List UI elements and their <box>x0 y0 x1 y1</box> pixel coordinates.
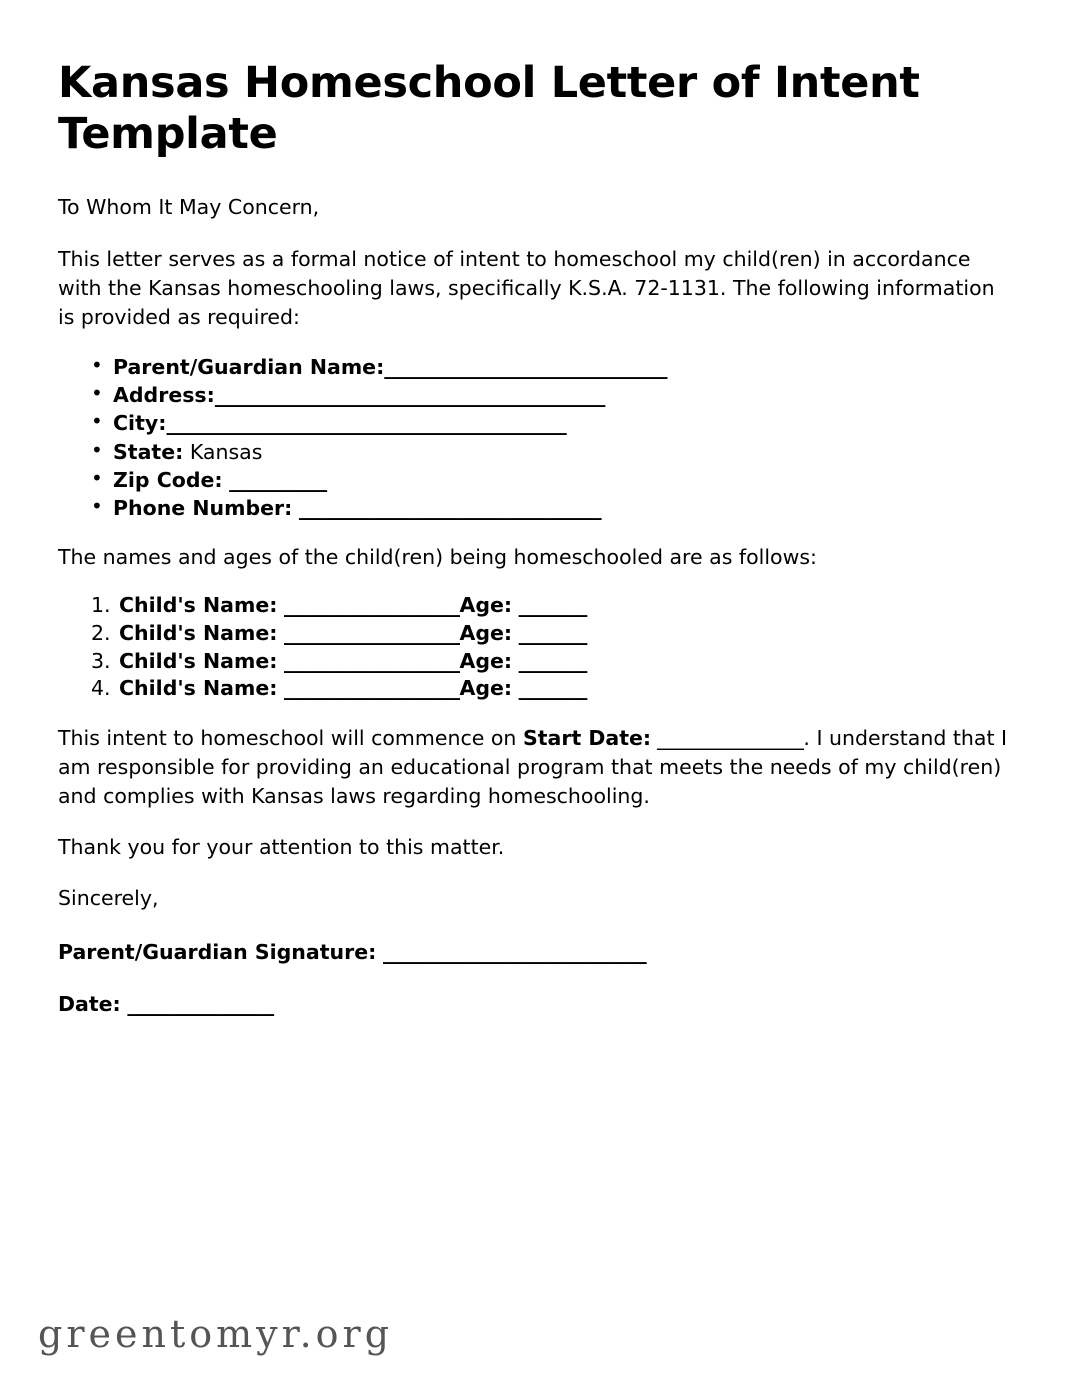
commencement-rest: . I understand that I am responsible for providing an educational program that meets the needs of my child(ren) and complies with Kansas laws regarding homeschooling. <box>58 725 1008 809</box>
children-intro-paragraph: The names and ages of the child(ren) being homeschooled are as follows: <box>58 545 817 570</box>
child-name-blank[interactable]: __________________ <box>283 621 460 646</box>
child-name-blank[interactable]: __________________ <box>283 593 460 618</box>
child-age-blank[interactable]: _______ <box>518 621 587 646</box>
list-item <box>91 410 1015 436</box>
child-age-blank[interactable]: _______ <box>518 593 587 618</box>
intro-paragraph: This letter serves as a formal notice of intent to homeschool my child(ren) in accordance with the Kansas homeschooling laws, specifically K.S.A. 72-1131. The following information is provided as required: <box>58 246 995 329</box>
info-label: State: <box>113 439 184 464</box>
signature-label: Parent/Guardian Signature: <box>58 939 377 964</box>
info-blank[interactable]: ________________________________________ <box>214 383 605 408</box>
list-item <box>91 467 1015 493</box>
list-item <box>91 439 1015 465</box>
table-row <box>91 620 1015 647</box>
child-name-cell <box>119 592 459 619</box>
closing-thanks: Thank you for your attention to this matter. <box>58 835 505 860</box>
start-date-blank[interactable]: _______________ <box>651 725 804 750</box>
table-row <box>91 592 1015 619</box>
site-watermark: greentomyr.org <box>38 1312 394 1356</box>
child-age-label: Age: <box>459 593 513 618</box>
start-date-label: Start Date: <box>522 725 652 750</box>
child-name-cell <box>119 648 459 675</box>
list-item <box>91 495 1015 521</box>
child-name-label: Child's Name: <box>119 648 278 673</box>
date-blank[interactable]: _______________ <box>120 992 274 1017</box>
commencement-lead: This intent to homeschool will commence on <box>58 725 523 750</box>
children-list <box>58 592 1015 702</box>
info-label: Phone Number: <box>113 496 293 521</box>
date-line <box>58 990 1015 1019</box>
info-blank[interactable]: _________________________________________ <box>166 411 567 436</box>
child-age-label: Age: <box>459 676 513 701</box>
page-title: Kansas Homeschool Letter of Intent Template <box>58 58 920 159</box>
child-name-blank[interactable]: __________________ <box>283 676 460 701</box>
signature-line <box>58 938 1015 967</box>
child-name-cell <box>119 620 459 647</box>
child-name-label: Child's Name: <box>119 621 278 646</box>
info-label: Zip Code: <box>113 467 223 492</box>
child-age-label: Age: <box>459 621 513 646</box>
closing-sincerely: Sincerely, <box>58 886 159 911</box>
child-name-cell <box>119 675 459 702</box>
date-label: Date: <box>58 992 121 1017</box>
info-blank[interactable]: _______________________________ <box>298 496 602 521</box>
info-blank[interactable]: _____________________________ <box>384 354 668 379</box>
info-label: Parent/Guardian Name: <box>113 354 385 379</box>
child-age-blank[interactable]: _______ <box>518 648 587 673</box>
table-row <box>91 648 1015 675</box>
table-row <box>91 675 1015 702</box>
info-value: Kansas <box>189 439 263 464</box>
list-item <box>91 354 1015 380</box>
child-name-blank[interactable]: __________________ <box>283 648 460 673</box>
salutation: To Whom It May Concern, <box>58 195 320 220</box>
list-item <box>91 382 1015 408</box>
info-label: City: <box>113 411 167 436</box>
signature-blank[interactable]: ___________________________ <box>376 939 647 964</box>
info-blank[interactable]: __________ <box>229 467 327 492</box>
child-name-label: Child's Name: <box>119 676 278 701</box>
child-age-blank[interactable]: _______ <box>518 676 587 701</box>
commencement-paragraph <box>58 724 1015 811</box>
parent-info-list <box>58 354 1015 521</box>
child-name-label: Child's Name: <box>119 593 278 618</box>
child-age-label: Age: <box>459 648 513 673</box>
info-label: Address: <box>113 383 215 408</box>
